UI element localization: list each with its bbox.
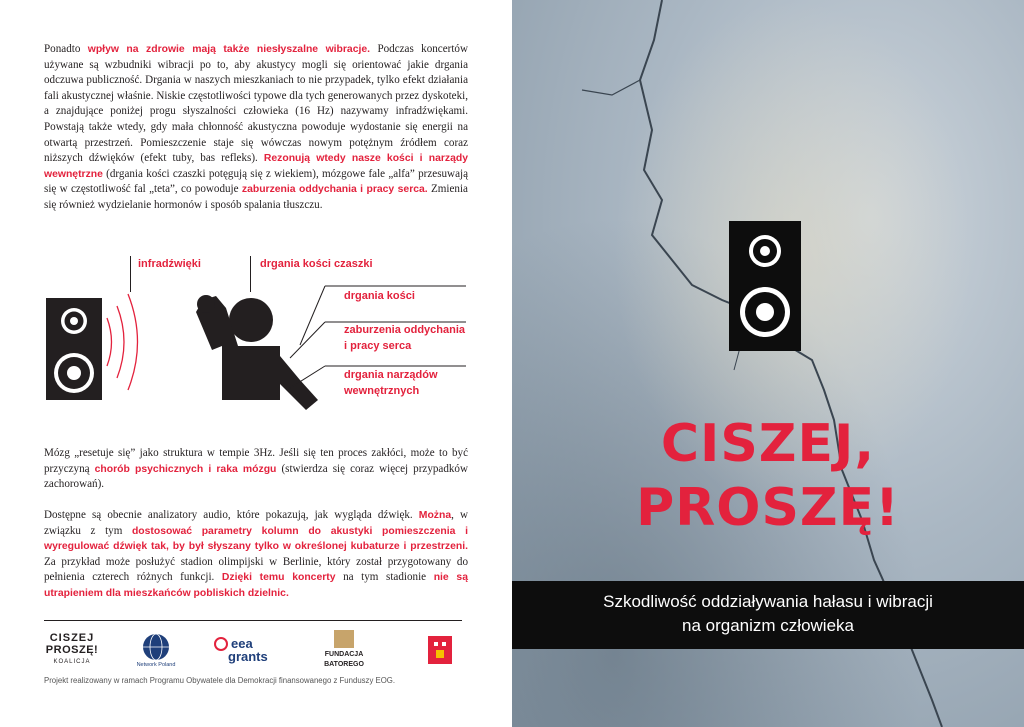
- highlight-text: zaburzenia oddychania i pracy serca.: [241, 184, 428, 196]
- cover-title-line-1: CISZEJ,: [660, 414, 876, 474]
- eea-grants-logo: [214, 628, 274, 672]
- body-text: , w związku z tym: [44, 509, 469, 537]
- speaker-icon: [46, 298, 102, 400]
- body-text: Dostępne są obecnie analizatory audio, które pokazują, jak wygląda dźwięk.: [44, 509, 419, 521]
- label-pointer-lines: [290, 286, 466, 388]
- sound-waves-icon: [107, 294, 138, 390]
- highlight-text: nie są utrapieniem dla mieszkańców pobliskich dzielnic.: [44, 572, 468, 599]
- body-text: (stwierdza się coraz więcej przypadków zachorowań).: [44, 462, 468, 491]
- fundacja-batorego-logo: [312, 628, 376, 672]
- label-breath-2: i pracy serca: [344, 340, 412, 352]
- un-global-compact-logo: [130, 628, 182, 672]
- logo-fundacja-text: FUNDACJA: [324, 651, 364, 658]
- logo-grants-text: grants: [228, 649, 268, 664]
- body-text: Mózg „resetuje się” jako struktura w tempie 3Hz. Jeśli się ten proces zakłóci, może to być przyczyną: [44, 447, 468, 475]
- partner-logo: [418, 628, 462, 672]
- footer-note: Projekt realizowany w ramach Programu Obywatele dla Demokracji finansowanego z Funduszy EOG.: [44, 676, 396, 685]
- diagram-graphics: [0, 0, 512, 440]
- highlight-text: chorób psychicznych i raka mózgu: [94, 463, 277, 475]
- globe-icon: [141, 632, 171, 662]
- highlight-text: Można: [418, 510, 452, 521]
- label-bone-vibration: drgania kości: [344, 290, 415, 302]
- body-text: Ponadto: [44, 43, 88, 55]
- logo-network-text: Network Poland: [136, 662, 176, 668]
- partner-emblem-icon: [424, 632, 456, 668]
- person-icon: [196, 295, 318, 410]
- batory-emblem-icon: [334, 630, 354, 648]
- cover-subtitle-line-1: Szkodliwość oddziaływania hałasu i wibracji: [603, 592, 933, 611]
- logo-batorego-text: BATOREGO: [324, 661, 364, 668]
- footer-divider: [44, 620, 462, 621]
- highlight-text: dostosować parametry kolumn do akustyki pomieszczenia i wyregulować dźwięk tak, by był słyszany tylko w określonej kubaturze i przestrzeni.: [44, 525, 468, 553]
- highlight-text: Dzięki temu koncerty: [221, 572, 336, 584]
- paragraph-brain: [44, 446, 468, 493]
- logo-ciszej-text: CISZEJ: [49, 632, 95, 644]
- logo-prosze-text: PROSZĘ!: [45, 644, 99, 656]
- cover-title-line-2: PROSZĘ!: [636, 478, 900, 538]
- body-text: Za przykład może posłużyć stadion olimpijski w Berlinie, który został przygotowany do pełnienia czterech różnych funkcji.: [44, 555, 468, 584]
- body-text: Podczas koncertów używane są wzbudniki wibracji po to, aby akustycy mogli się orientować jakie drgania odczuwa publiczność. Drgania w naszych mieszkaniach to nie przypadek, tylko efekt działania fali akustycznej właśnie. Niskie częstotliwości typowe dla tych generowanych przez dyskoteki, a znajdujące poniżej progu słyszalności człowieka (16 Hz) nazywamy infradźwiękami. Powstają także wtedy, gdy mała chłonność akustyczna powoduje wydostanie się energii na otwartą przestrzeń. Pomieszczenie staje się wówczas nowym potężnym źródłem coraz niższych dźwięków (efekt tuby, bas refleks).: [44, 43, 468, 165]
- label-infrasound: infradźwięki: [138, 258, 201, 270]
- highlight-text: Rezonują wtedy nasze kości i narządy wewnętrzne: [44, 153, 468, 180]
- cover-subtitle-line-2: na organizm człowieka: [682, 616, 854, 635]
- label-organs-2: wewnętrznych: [344, 385, 420, 397]
- label-breath-1: zaburzenia oddychania: [344, 324, 466, 336]
- highlight-text: wpływ na zdrowie mają także niesłyszalne wibracje.: [87, 44, 371, 55]
- body-text: Zmienia się również wydzielanie hormonów i sposób spalania tłuszczu.: [44, 183, 468, 211]
- cover-speaker-icon: [729, 221, 801, 351]
- label-skull-vibration: drgania kości czaszki: [260, 258, 373, 270]
- logo-eea-text: eea: [231, 636, 253, 651]
- cover-page: [512, 0, 1024, 727]
- ciszej-prosze-logo: [44, 628, 100, 672]
- paragraph-analyzers: [44, 508, 468, 602]
- body-text: na tym stadionie: [335, 571, 434, 584]
- body-text: (drgania kości czaszki potęgują się z wiekiem), mózgowe fale „alfa” przesuwają się w częstotliwość fal „teta”, co powoduje: [44, 167, 468, 196]
- eea-ring-icon: [214, 637, 228, 651]
- logo-koalicja-text: KOALICJA: [53, 659, 91, 665]
- label-organs-1: drgania narządów: [344, 369, 438, 381]
